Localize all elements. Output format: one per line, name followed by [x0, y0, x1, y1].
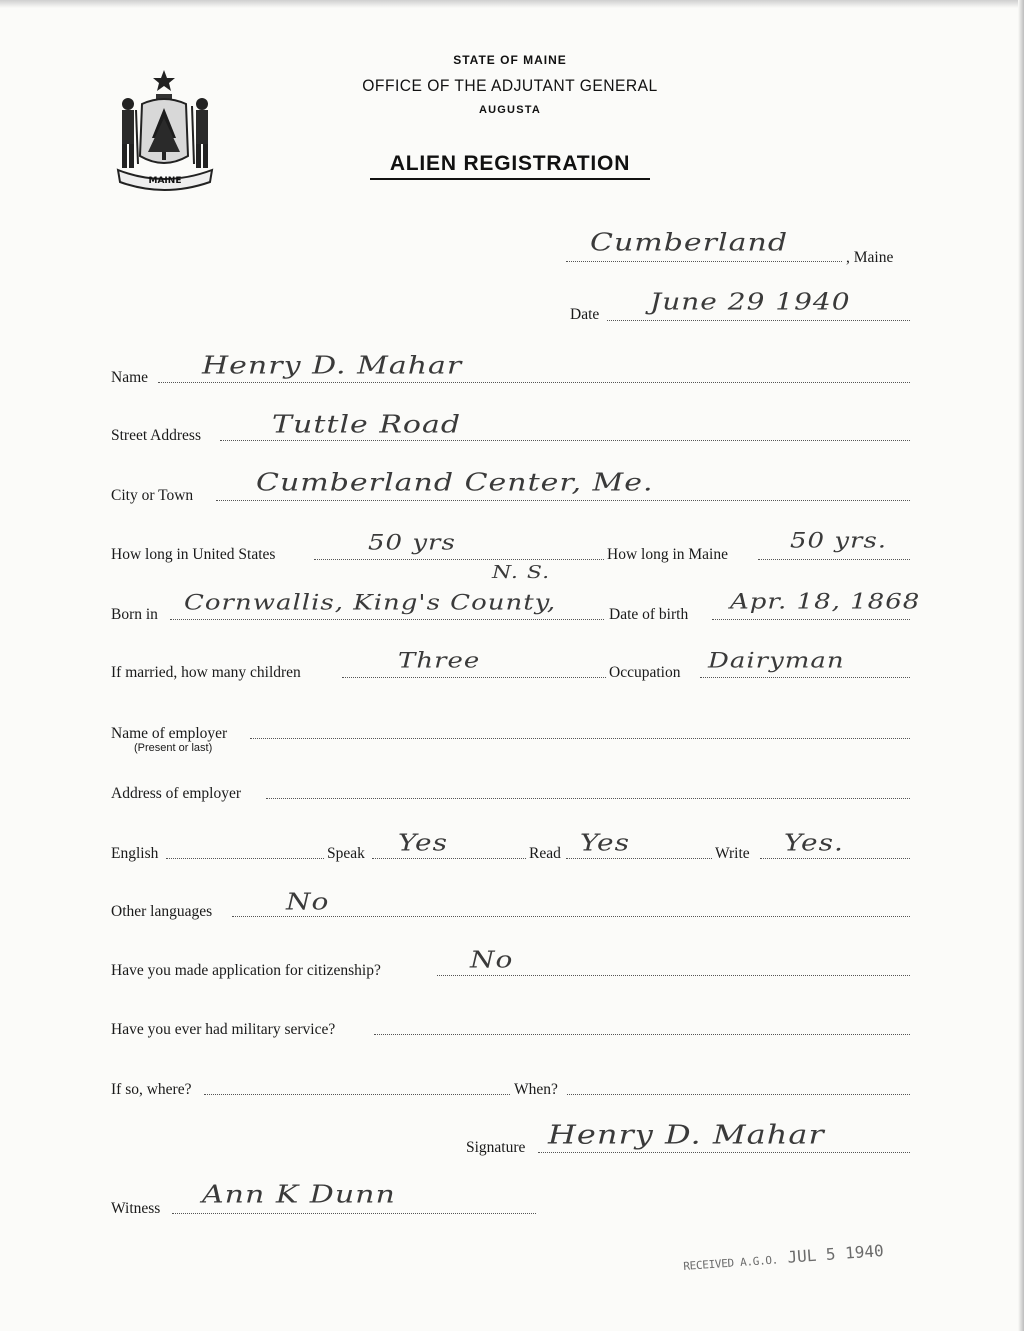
other-languages-label: Other languages — [111, 903, 213, 920]
employer-label: Name of employer — [111, 725, 228, 742]
maine-label: , Maine — [846, 249, 894, 266]
street-address-label: Street Address — [111, 427, 201, 444]
write-value: Yes. — [784, 828, 844, 856]
scan-edge-top — [0, 0, 1024, 8]
born-in-label: Born in — [111, 606, 158, 623]
occupation-label: Occupation — [609, 664, 681, 681]
city-town-line — [216, 500, 910, 501]
occupation-line — [700, 677, 910, 678]
city-heading: AUGUSTA — [479, 104, 541, 116]
signature-value: Henry D. Mahar — [548, 1118, 825, 1150]
state-heading: STATE OF MAINE — [453, 53, 567, 67]
form-title: ALIEN REGISTRATION — [389, 152, 631, 175]
children-line — [342, 677, 606, 678]
date-label: Date — [570, 306, 600, 323]
how-long-us-value: 50 yrs — [368, 530, 456, 555]
street-address-line — [220, 440, 910, 441]
svg-text:MAINE: MAINE — [148, 176, 182, 186]
employer-sublabel: (Present or last) — [134, 742, 213, 754]
read-label: Read — [529, 845, 561, 862]
county-line — [566, 261, 842, 262]
children-value: Three — [398, 648, 481, 673]
how-long-maine-line — [758, 559, 910, 560]
when-line — [567, 1094, 910, 1095]
received-stamp-date: JUL 5 1940 — [786, 1241, 885, 1267]
speak-label: Speak — [327, 845, 365, 862]
title-underline — [370, 178, 650, 180]
military-label: Have you ever had military service? — [111, 1021, 336, 1038]
occupation-value: Dairyman — [708, 648, 845, 673]
employer-address-label: Address of employer — [111, 785, 241, 802]
if-so-where-line — [204, 1094, 510, 1095]
signature-line — [538, 1152, 910, 1153]
citizenship-label: Have you made application for citizenship? — [111, 962, 381, 979]
employer-line — [250, 738, 910, 739]
born-in-line — [170, 619, 604, 620]
office-heading: OFFICE OF THE ADJUTANT GENERAL — [362, 76, 658, 95]
if-so-where-label: If so, where? — [111, 1081, 192, 1098]
how-long-us-line — [314, 559, 604, 560]
write-line — [760, 858, 910, 859]
write-label: Write — [715, 845, 750, 862]
read-value: Yes — [580, 828, 630, 856]
date-value: June 29 1940 — [650, 287, 851, 315]
witness-value: Ann K Dunn — [202, 1180, 396, 1209]
date-of-birth-label: Date of birth — [609, 606, 689, 623]
citizenship-line — [437, 975, 910, 976]
english-line — [166, 858, 324, 859]
date-of-birth-line — [712, 619, 910, 620]
english-label: English — [111, 845, 159, 862]
name-value: Henry D. Mahar — [202, 351, 463, 380]
speak-line — [372, 858, 526, 859]
how-long-maine-label: How long in Maine — [607, 546, 728, 563]
date-of-birth-value: Apr. 18, 1868 — [730, 589, 921, 614]
how-long-maine-value: 50 yrs. — [790, 528, 888, 553]
military-line — [374, 1034, 910, 1035]
witness-label: Witness — [111, 1200, 161, 1217]
citizenship-value: No — [470, 945, 514, 973]
children-label: If married, how many children — [111, 664, 301, 681]
received-stamp-text: RECEIVED A.G.O. — [682, 1253, 779, 1273]
received-stamp — [683, 1241, 885, 1274]
employer-address-line — [266, 798, 910, 799]
city-town-label: City or Town — [111, 487, 194, 504]
street-address-value: Tuttle Road — [272, 410, 462, 439]
read-line — [566, 858, 712, 859]
scan-edge-right — [1018, 0, 1024, 1331]
county-value: Cumberland — [590, 228, 789, 257]
speak-value: Yes — [398, 828, 448, 856]
born-in-value: Cornwallis, King's County, — [184, 590, 557, 615]
name-line — [158, 382, 910, 383]
city-town-value: Cumberland Center, Me. — [256, 468, 654, 497]
name-label: Name — [111, 369, 149, 386]
other-languages-value: No — [286, 887, 330, 915]
how-long-us-label: How long in United States — [111, 546, 276, 563]
when-label: When? — [514, 1081, 558, 1098]
witness-line — [172, 1213, 536, 1214]
signature-label: Signature — [466, 1139, 526, 1156]
date-line — [607, 320, 910, 321]
born-in-note: N. S. — [492, 562, 551, 583]
other-languages-line — [232, 916, 910, 917]
